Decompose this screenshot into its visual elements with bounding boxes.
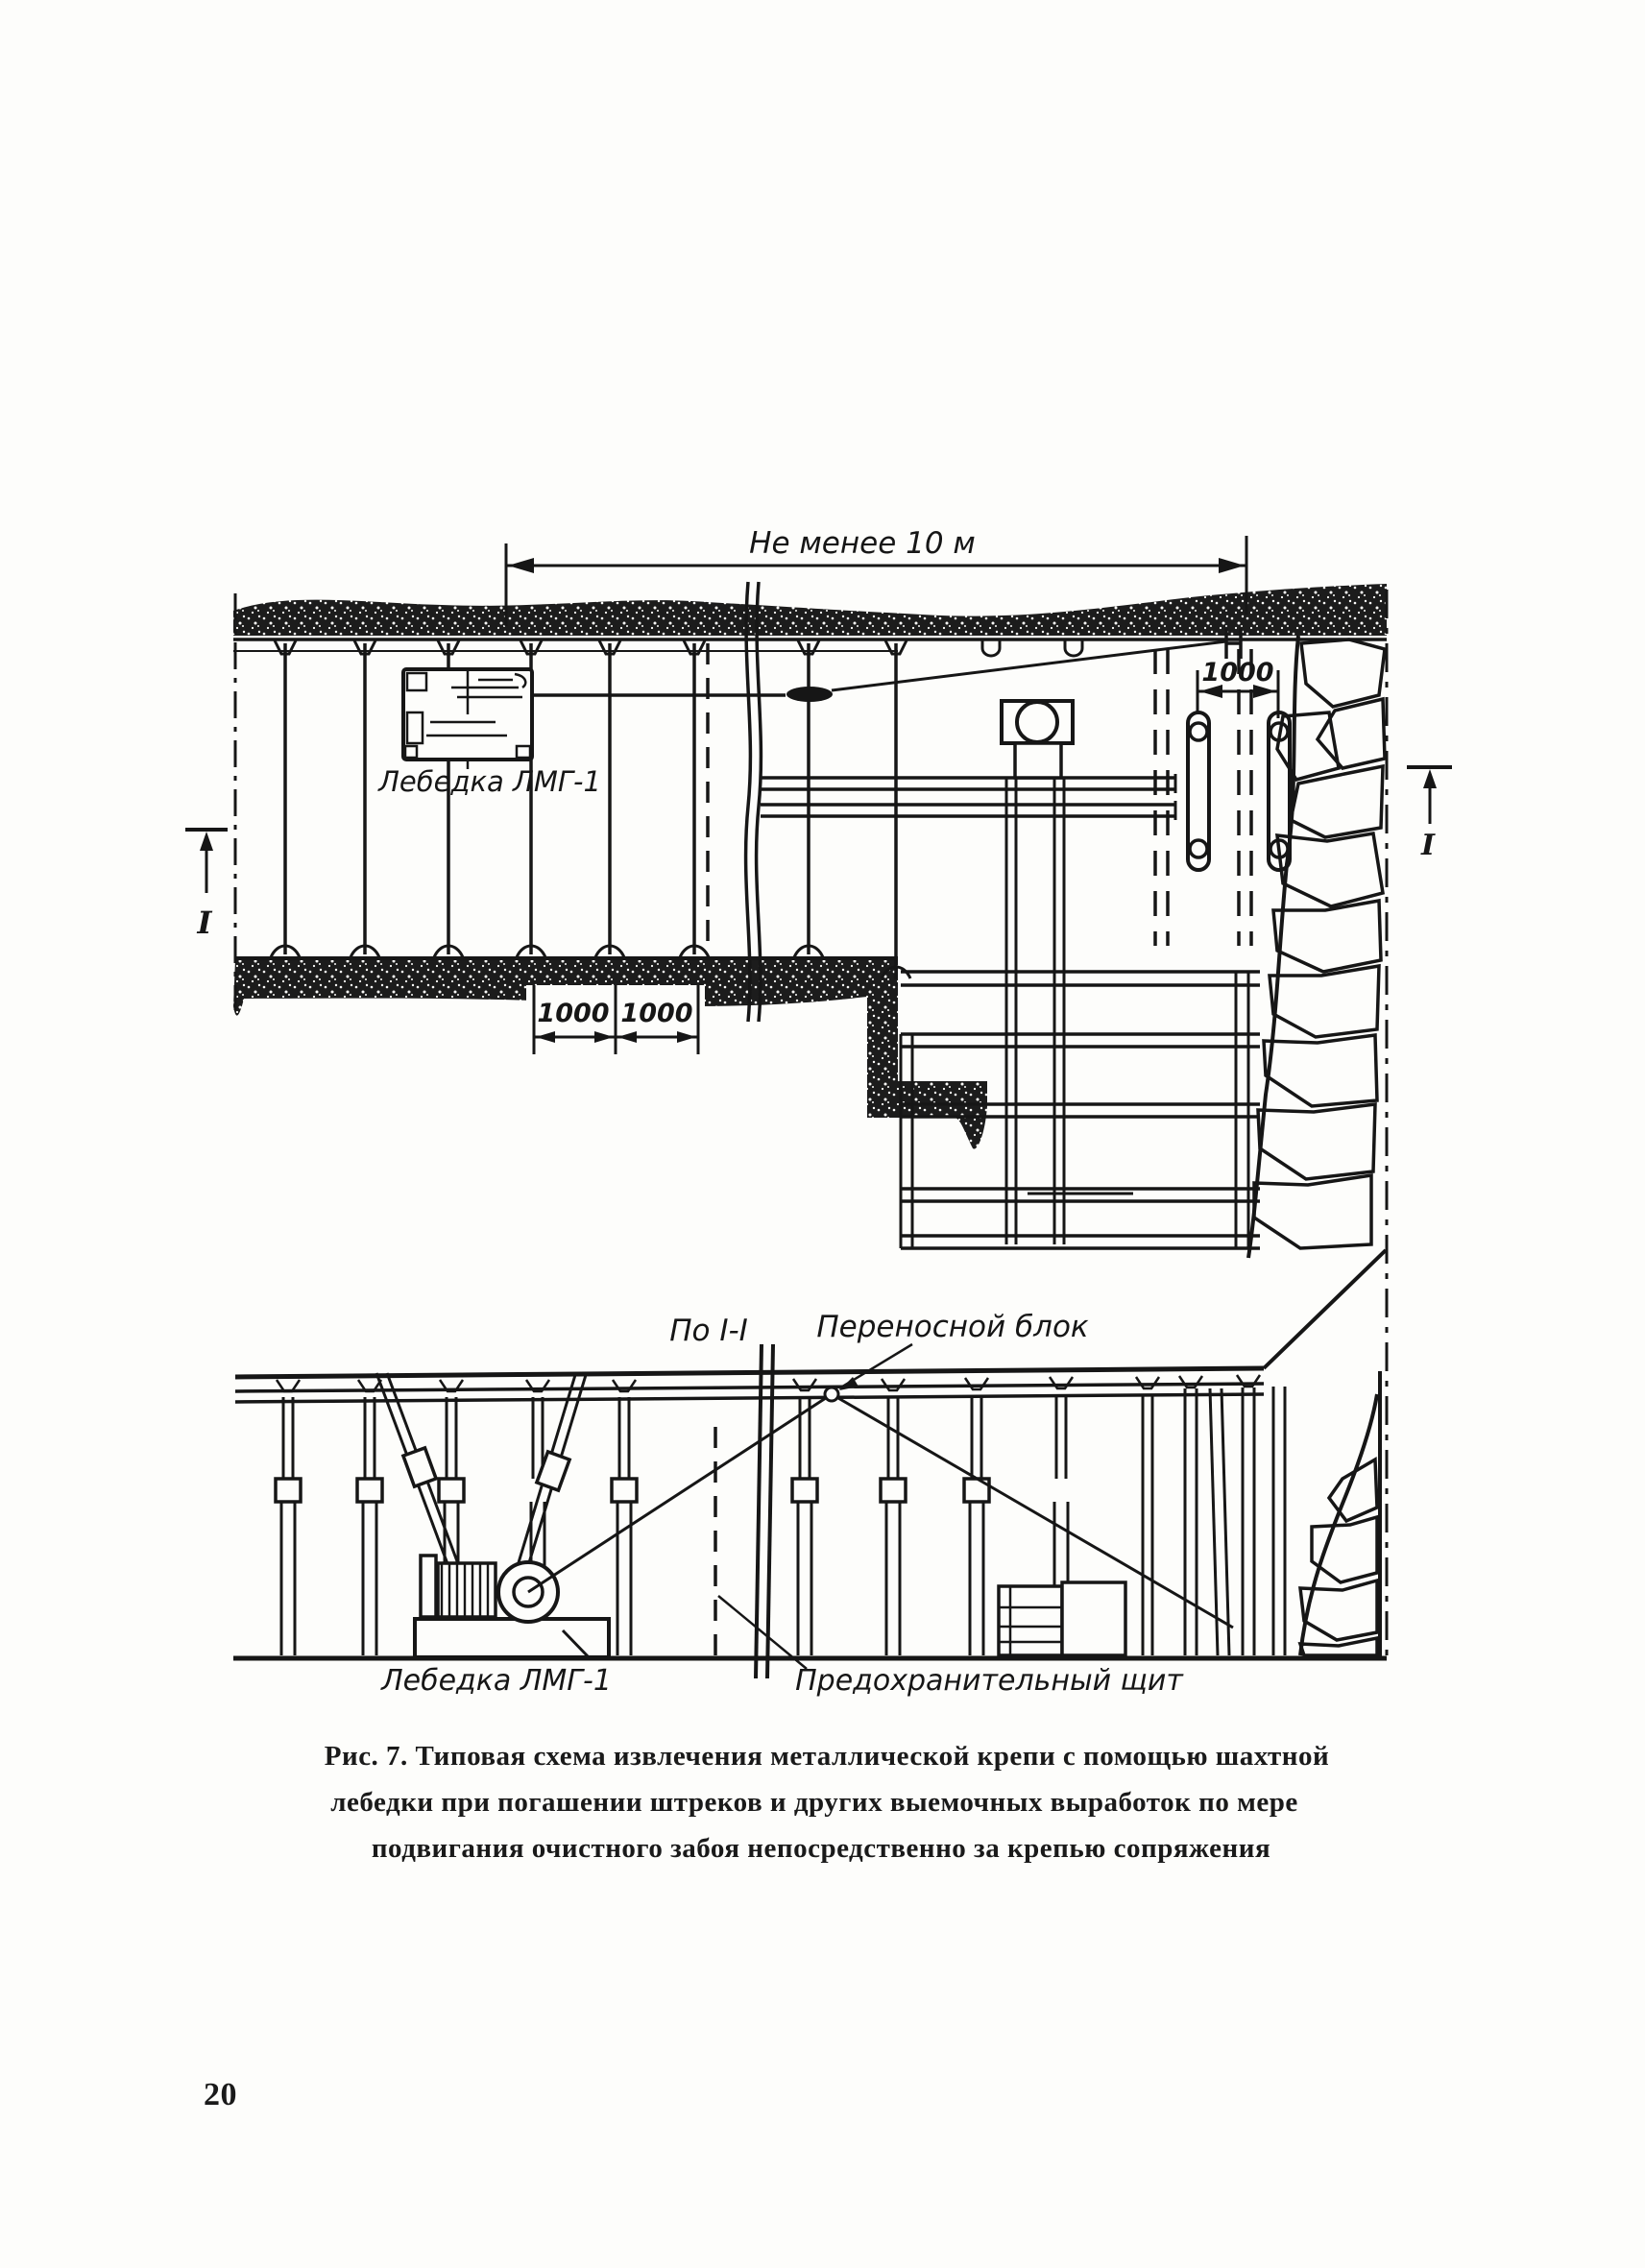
roof-band xyxy=(233,584,1387,636)
page-number: 20 xyxy=(204,2077,237,2112)
caption-line-3: подвигания очистного забоя непосредственно за крепью сопряжения xyxy=(371,1833,1271,1864)
break-line xyxy=(746,582,762,1022)
section-view xyxy=(233,1250,1387,1698)
plan-view xyxy=(185,526,1452,1258)
section-marker-right xyxy=(1407,767,1452,862)
winch-section xyxy=(415,1556,609,1658)
cable xyxy=(528,1387,1233,1628)
section-letter-right: I xyxy=(1420,829,1436,862)
rails xyxy=(761,774,1175,820)
winch-plan xyxy=(403,669,532,769)
shield-label: Предохранительный щит xyxy=(795,1664,1183,1698)
section-title: По I-I xyxy=(669,1314,748,1348)
roof-cups xyxy=(982,640,1082,656)
section-letter-left: I xyxy=(197,905,212,941)
dim-1000-left-text: 1000 xyxy=(537,999,610,1028)
platform-boxes xyxy=(999,1582,1125,1655)
caption-line-2: лебедки при погашении штреков и других выемочных выработок по мере xyxy=(330,1787,1298,1818)
dim-1000-right-text: 1000 xyxy=(1201,658,1274,688)
goaf-stones-section xyxy=(1300,1460,1377,1655)
winch-label-plan: Лебедка ЛМГ-1 xyxy=(378,765,601,798)
safety-shield xyxy=(715,1344,807,1678)
dim-10m-text: Не менее 10 м xyxy=(749,526,976,561)
section-marker-left xyxy=(185,830,228,941)
dim-1000-right2-text: 1000 xyxy=(620,999,693,1028)
section-roof xyxy=(235,1368,1264,1377)
caption xyxy=(325,1741,1329,1864)
roof-corner-edge xyxy=(1264,1250,1386,1368)
organ-props xyxy=(1185,1387,1285,1655)
caption-line-1: Рис. 7. Типовая схема извлечения металлической крепи с помощью шахтной xyxy=(324,1741,1330,1772)
winch-label-section: Лебедка ЛМГ-1 xyxy=(381,1664,612,1698)
portable-block-label: Переносной блок xyxy=(816,1310,1089,1344)
